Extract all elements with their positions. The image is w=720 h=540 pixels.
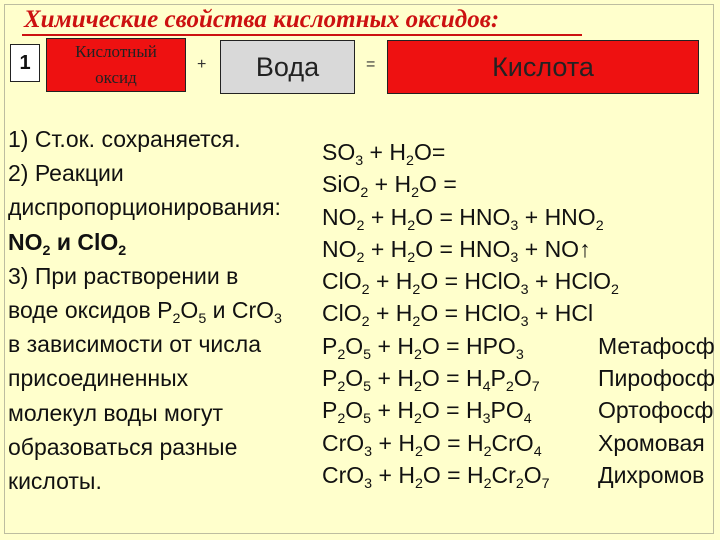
acid-oxide-label-line1: Кислотный xyxy=(75,42,157,61)
equation-no2-b: $NO_2 + H_2O = HNO_3$ + NO↑ xyxy=(322,235,591,266)
acid-box: Кислота xyxy=(387,40,699,94)
acid-name-chrom: Хромовая xyxy=(598,429,705,456)
equation-clo2-b: $ClO_2 + H_2O$ = HClO$_3$ + HCl xyxy=(322,300,594,331)
acid-oxide-label-line2: оксид xyxy=(95,68,137,87)
equation-no2-a: $NO_2 + H_2O = HNO_3 + HNO_2$ xyxy=(322,203,604,234)
equation-p2o5-hpo3: $P_2O_5 + H_2O = HPO_3$ Метафосф xyxy=(322,330,619,362)
acid-name-piro: Пирофосф xyxy=(598,365,716,392)
note-1: 1) Ст.ок. сохраняется. xyxy=(8,126,241,152)
scheme-number-box: 1 xyxy=(10,44,40,82)
acid-oxide-box xyxy=(46,38,186,92)
acid-name-dichrom: Дихромов xyxy=(598,461,705,488)
equation-cro3-h2cro4: $CrO_3 + H_2O = H_2CrO_4$ Хромовая xyxy=(322,427,619,459)
equation-so3: $SO_3 + H_2O=$ xyxy=(322,139,446,169)
note-2-line3: $NO_2$ и ClO$_2$ xyxy=(8,228,127,259)
slide-title: Химические свойства кислотных оксидов: xyxy=(24,6,500,33)
title-underline xyxy=(22,34,582,36)
equations-column xyxy=(322,136,716,492)
equation-clo2-a: $ClO_2 + H_2O$ = HClO$_3$ + HClO$_2$ xyxy=(322,268,619,299)
acid-name-meta: Метафосф xyxy=(598,332,715,359)
acid-name-orto: Ортофосф xyxy=(598,397,714,424)
note-2-line1: 2) Реакции xyxy=(8,160,124,187)
note-3-line4: присоединенных xyxy=(8,365,189,392)
equation-sio2: $SiO_2 + H_2O$ = xyxy=(322,171,457,202)
note-3-line2: воде оксидов $P_2O_5$ и CrO$_3$ xyxy=(8,297,282,327)
note-2-line2: диспропорционирования: xyxy=(8,194,281,221)
plus-sign: + xyxy=(197,56,207,73)
note-3-line6: образоваться разные xyxy=(8,433,238,460)
water-box: Вода xyxy=(220,40,355,94)
note-3-line1: 3) При растворении в xyxy=(8,262,239,289)
notes-column xyxy=(8,122,320,498)
note-3-line5: молекул воды могут xyxy=(8,399,224,426)
note-3-line3: в зависимости от числа xyxy=(8,331,261,358)
note-3-line7: кислоты. xyxy=(8,468,102,495)
equals-sign: = xyxy=(366,56,376,73)
equation-p2o5-h3po4: $P_2O_5 + H_2O = H_3PO_4$ Ортофосф xyxy=(322,394,619,426)
equation-p2o5-h4p2o7: $P_2O_5 + H_2O = H_4P_2O_7$ Пирофосф xyxy=(322,362,619,394)
equation-cro3-h2cr2o7: $CrO_3 + H_2O = H_2Cr_2O_7$ Дихромов xyxy=(322,459,619,491)
